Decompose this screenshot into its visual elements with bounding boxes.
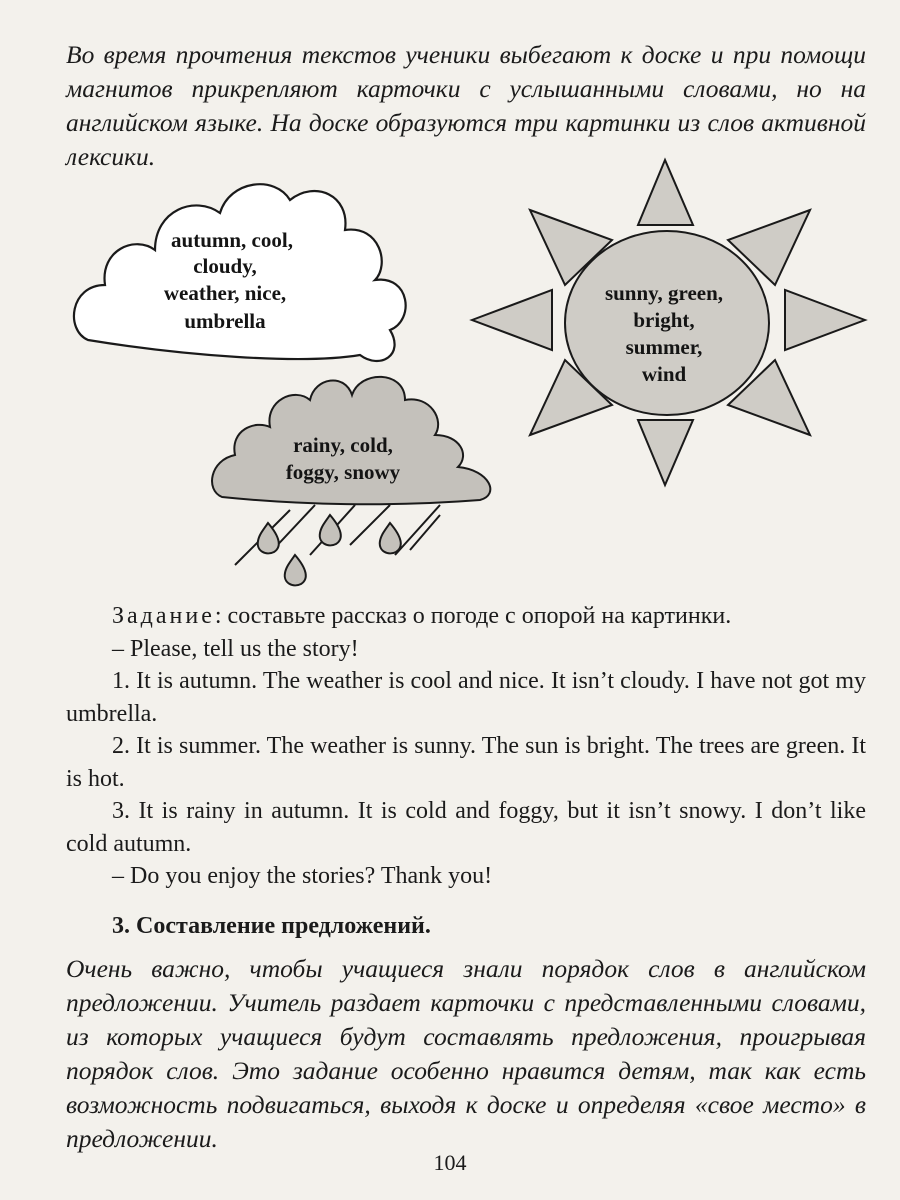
story-3: 3. It is rainy in autumn. It is cold and foggy, but it isn’t snowy. I don’t like cold autumn. <box>66 798 866 857</box>
raindrop <box>380 523 401 553</box>
white-cloud-word-4: umbrella <box>184 309 266 333</box>
sun-word-4: wind <box>641 362 687 386</box>
white-cloud-picture <box>74 184 406 361</box>
raindrop <box>320 515 341 545</box>
task-instruction: : составьте рассказ о погоде с опорой на картинки. <box>214 603 732 629</box>
task-prompt: – Please, tell us the story! <box>112 635 359 662</box>
white-cloud-word-2: cloudy, <box>193 254 257 278</box>
raindrop <box>285 555 306 585</box>
rain-cloud-word-1: rainy, cold, <box>293 433 393 457</box>
rain-cloud-picture <box>212 377 490 586</box>
page-number: 104 <box>433 1150 467 1175</box>
story-1: 1. It is autumn. The weather is cool and nice. It isn’t cloudy. I have not got my umbrella. <box>66 668 866 727</box>
rain-cloud-word-2: foggy, snowy <box>285 460 401 484</box>
story-2: 2. It is summer. The weather is sunny. The sun is bright. The trees are green. It is hot. <box>66 733 866 792</box>
white-cloud-word-3: weather, nice, <box>163 281 287 305</box>
task-label: Задание <box>112 603 215 629</box>
sun-word-2: bright, <box>633 308 695 332</box>
sun-ray <box>785 290 865 350</box>
task-block <box>66 600 866 893</box>
intro-paragraph: Во время прочтения текстов ученики выбегают к доске и при помощи магнитов прикрепляют карточки с услышанными словами, но на английском языке. На доске образуются три картинки из слов активной лексики. <box>66 40 866 171</box>
sun-word-1: sunny, green, <box>604 281 724 305</box>
raindrop <box>258 523 279 553</box>
sun-ray <box>472 290 552 350</box>
section-heading: 3. Составление предложений. <box>112 913 431 939</box>
weather-illustration <box>60 155 880 595</box>
sun-ray <box>638 420 693 485</box>
sun-ray <box>638 160 693 225</box>
sun-word-3: summer, <box>625 335 703 359</box>
closing-question: – Do you enjoy the stories? Thank you! <box>112 863 493 889</box>
closing-paragraph: Очень важно, чтобы учащиеся знали порядок слов в английском предложении. Учитель раздает карточки с представленными словами, из которых учащиеся будут составлять предложения, проигрывая порядок слов. Это задание особенно нравится детям, так как есть возможность подвигаться, выходя к доске и определяя «свое место» в предложении. <box>66 954 866 1153</box>
white-cloud-word-1: autumn, cool, <box>171 228 293 252</box>
